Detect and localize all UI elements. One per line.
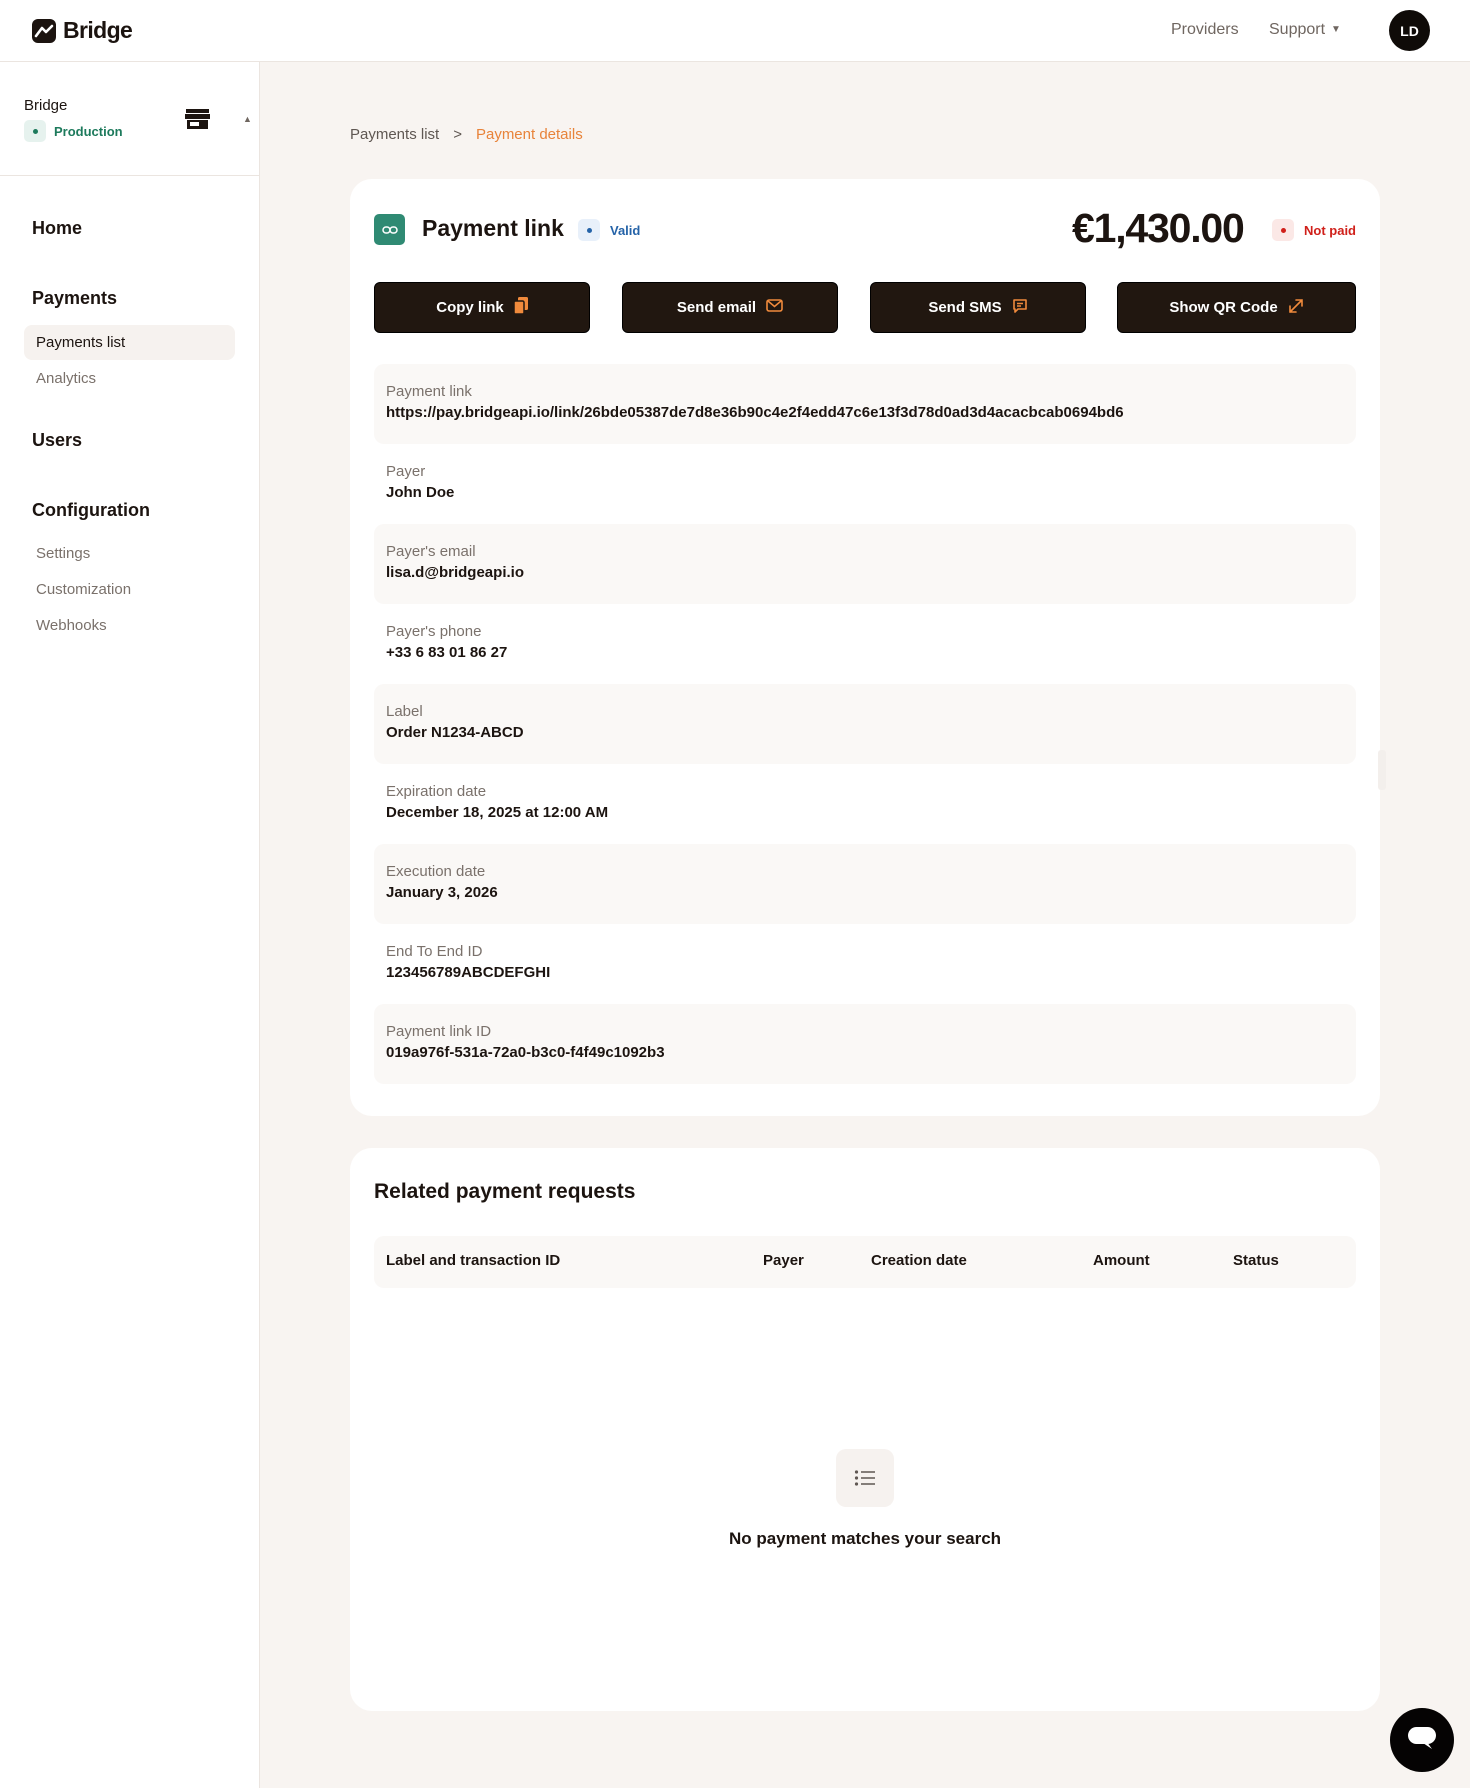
detail-row	[374, 844, 1356, 924]
detail-value: December 18, 2025 at 12:00 AM	[386, 804, 609, 821]
detail-value: John Doe	[386, 484, 455, 501]
detail-label: Expiration date	[386, 783, 487, 800]
nav-home[interactable]: Home	[32, 218, 83, 238]
store-icon	[185, 108, 210, 135]
org-name: Bridge	[24, 97, 68, 114]
detail-label: Payer's email	[386, 543, 476, 560]
status-dot-icon	[33, 129, 38, 134]
support-label: Support	[1269, 21, 1326, 38]
message-icon	[1012, 298, 1028, 318]
nav-configuration-section[interactable]: Configuration	[32, 500, 150, 520]
mail-icon	[766, 299, 783, 316]
detail-row	[374, 604, 1356, 684]
brand-name: Bridge	[63, 17, 133, 43]
related-payments-card	[350, 1148, 1380, 1711]
column-creation-date[interactable]: Creation date	[871, 1252, 967, 1269]
caret-up-icon: ▲	[243, 114, 252, 124]
detail-row	[374, 764, 1356, 844]
detail-value: Order N1234-ABCD	[386, 724, 524, 741]
detail-label: Payer's phone	[386, 623, 482, 640]
payment-status-badge	[1272, 219, 1356, 241]
logo-mark-icon	[32, 19, 56, 43]
environment-badge	[24, 119, 123, 143]
sidebar-item-analytics[interactable]: Analytics	[36, 370, 97, 387]
breadcrumb-payments-list[interactable]: Payments list	[350, 126, 440, 143]
send-sms-label: Send SMS	[928, 299, 1002, 316]
detail-row	[374, 364, 1356, 444]
top-bar	[0, 0, 1470, 62]
detail-label: Payment link	[386, 383, 472, 400]
sidebar-item-settings[interactable]: Settings	[36, 545, 91, 562]
detail-value: January 3, 2026	[386, 884, 498, 901]
org-switcher[interactable]	[0, 62, 259, 176]
breadcrumb-current: Payment details	[475, 126, 583, 143]
column-amount[interactable]: Amount	[1093, 1252, 1150, 1269]
status-dot-icon	[587, 228, 592, 233]
copy-link-label: Copy link	[436, 299, 504, 316]
table-header	[374, 1236, 1356, 1288]
payment-status-label: Not paid	[1304, 222, 1356, 238]
sidebar-item-customization[interactable]: Customization	[36, 581, 132, 598]
breadcrumb-separator: >	[453, 126, 462, 143]
sidebar-item-payments-list[interactable]: Payments list	[24, 325, 235, 360]
breadcrumb	[350, 126, 583, 143]
show-qr-code-label: Show QR Code	[1169, 299, 1278, 316]
send-email-label: Send email	[676, 299, 757, 316]
chat-button[interactable]	[1390, 1708, 1454, 1772]
nav-users[interactable]: Users	[32, 430, 83, 450]
sidebar-item-webhooks[interactable]: Webhooks	[36, 617, 107, 634]
page-title: Payment link	[422, 215, 564, 241]
external-link-icon	[1288, 298, 1304, 318]
status-dot-icon	[1281, 228, 1286, 233]
brand-logo[interactable]	[32, 17, 132, 44]
link-status-badge	[578, 219, 640, 241]
detail-value: 019a976f-531a-72a0-b3c0-f4f49c1092b3	[386, 1044, 665, 1061]
send-email-button[interactable]	[622, 282, 838, 333]
column-label-transaction[interactable]: Label and transaction ID	[386, 1252, 561, 1269]
section-title: Related payment requests	[374, 1180, 636, 1203]
link-status-label: Valid	[610, 222, 641, 238]
detail-label: Payment link ID	[386, 1023, 492, 1040]
chevron-down-icon: ▼	[1331, 24, 1341, 35]
copy-icon	[514, 297, 528, 318]
detail-value: 123456789ABCDEFGHI	[386, 964, 551, 981]
detail-row	[374, 444, 1356, 524]
detail-row	[374, 924, 1356, 1004]
payment-amount: €1,430.00	[1072, 205, 1244, 251]
link-icon	[374, 214, 405, 245]
detail-value: lisa.d@bridgeapi.io	[386, 564, 524, 581]
detail-label: Execution date	[386, 863, 486, 880]
detail-row	[374, 1004, 1356, 1084]
empty-state-message: No payment matches your search	[728, 1529, 1002, 1548]
detail-label: Payer	[386, 463, 426, 480]
support-menu[interactable]	[1269, 21, 1341, 39]
detail-row	[374, 524, 1356, 604]
detail-value: +33 6 83 01 86 27	[386, 644, 508, 661]
detail-label: Label	[386, 703, 423, 720]
environment-label: Production	[54, 123, 123, 139]
sidebar	[0, 62, 260, 1788]
scroll-edge	[1378, 750, 1386, 790]
send-sms-button[interactable]	[870, 282, 1086, 333]
copy-link-button[interactable]	[374, 282, 590, 333]
list-icon	[836, 1449, 894, 1507]
payment-details-card	[350, 179, 1380, 1116]
providers-link[interactable]: Providers	[1171, 21, 1239, 38]
column-status[interactable]: Status	[1233, 1252, 1279, 1269]
detail-row	[374, 684, 1356, 764]
show-qr-code-button[interactable]	[1117, 282, 1356, 333]
chat-icon	[1407, 1725, 1437, 1756]
detail-label: End To End ID	[386, 943, 483, 960]
nav-payments-section[interactable]: Payments	[32, 288, 118, 308]
avatar[interactable]: LD	[1389, 10, 1430, 51]
column-payer[interactable]: Payer	[763, 1252, 804, 1269]
detail-value: https://pay.bridgeapi.io/link/26bde05387de7d8e36b90c4e2f4edd47c6e13f3d78d0ad3d4acacbcab0694bd6	[386, 404, 1124, 421]
